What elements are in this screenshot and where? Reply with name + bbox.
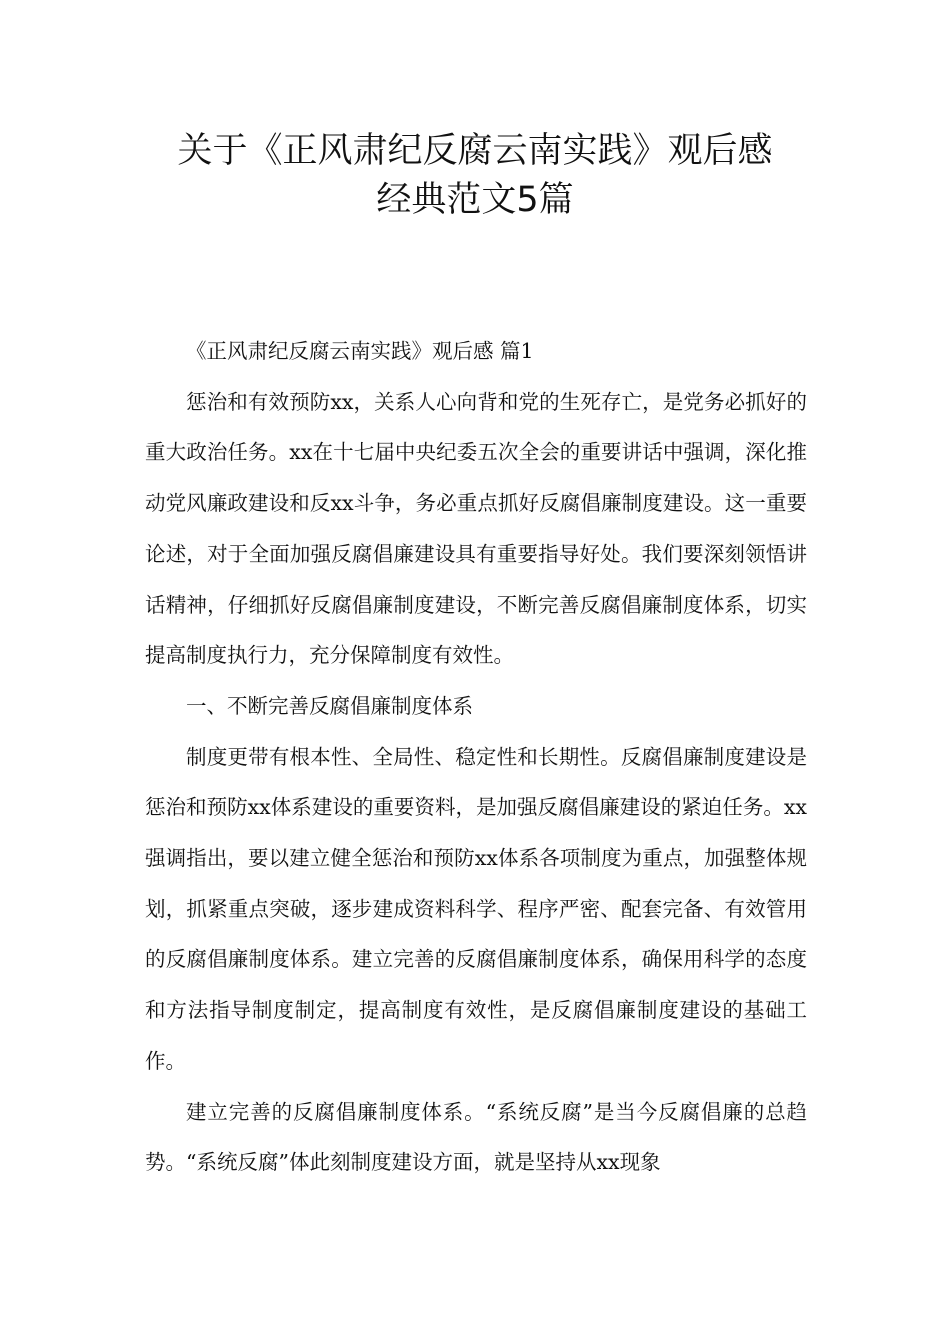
paragraph: 制度更带有根本性、全局性、稳定性和长期性。反腐倡廉制度建设是惩治和预防xx体系建设的重要资料，是加强反腐倡廉建设的紧迫任务。xx强调指出，要以建立健全惩治和预防xx体系各项制度为重点，加强整体规划，抓紧重点突破，逐步建成资料科学、程序严密、配套完备、有效管用的反腐倡廉制度体系。建立完善的反腐倡廉制度体系，确保用科学的态度和方法指导制度制定，提高制度有效性，是反腐倡廉制度建设的基础工作。 bbox=[145, 744, 807, 1073]
paragraph: 惩治和有效预防xx，关系人心向背和党的生死存亡，是党务必抓好的重大政治任务。xx在十七届中央纪委五次全会的重要讲话中强调，深化推动党风廉政建设和反xx斗争，务必重点抓好反腐倡廉制度建设。这一重要论述，对于全面加强反腐倡廉建设具有重要指导好处。我们要深刻领悟讲话精神，仔细抓好反腐倡廉制度建设，不断完善反腐倡廉制度体系，切实提高制度执行力，充分保障制度有效性。 bbox=[145, 389, 807, 668]
paragraph: 建立完善的反腐倡廉制度体系。“系统反腐”是当今反腐倡廉的总趋势。“系统反腐”体此刻制度建设方面，就是坚持从xx现象 bbox=[145, 1099, 807, 1175]
document-title bbox=[100, 127, 850, 225]
document-body bbox=[145, 326, 807, 1188]
title-line-1: 关于《正风肃纪反腐云南实践》观后感 bbox=[177, 131, 773, 171]
section-heading: 《正风肃纪反腐云南实践》观后感 篇1 bbox=[186, 339, 534, 363]
section-subheading: 一、不断完善反腐倡廉制度体系 bbox=[186, 693, 473, 718]
title-line-2: 经典范文5篇 bbox=[376, 180, 574, 220]
